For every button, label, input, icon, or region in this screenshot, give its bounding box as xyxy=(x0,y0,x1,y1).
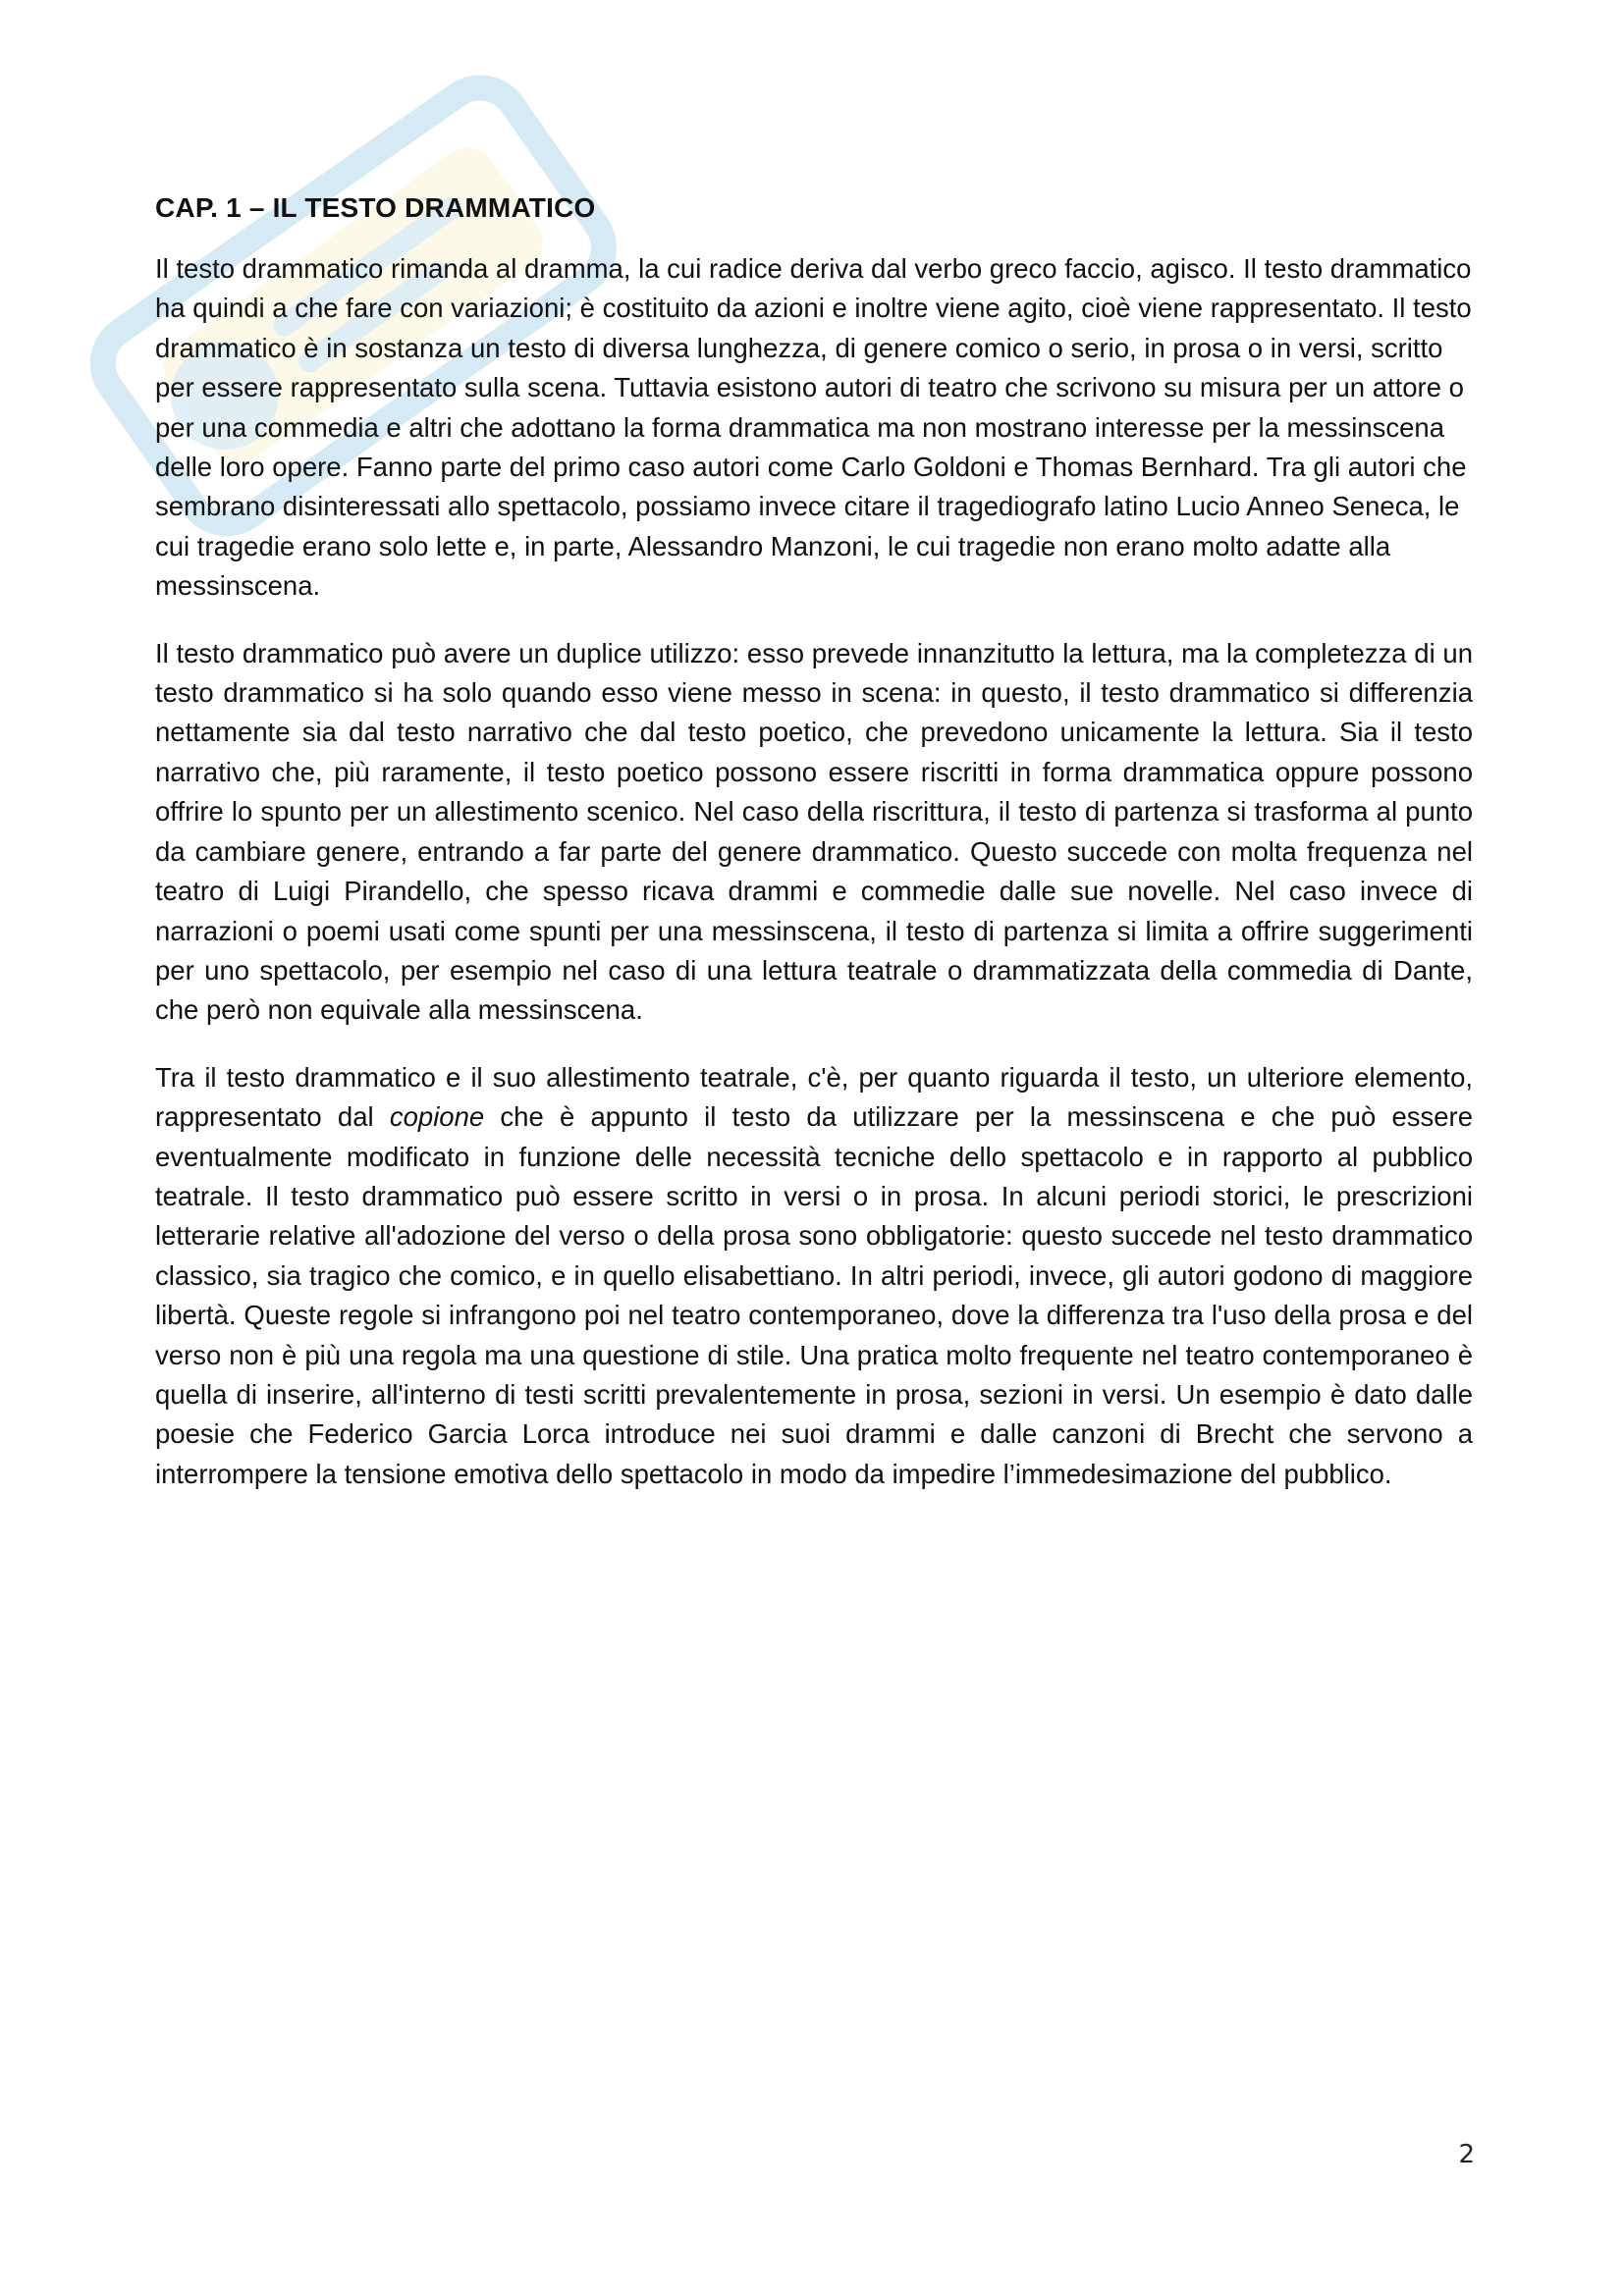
paragraph-3 xyxy=(155,1058,1473,1494)
document-body xyxy=(155,192,1473,1522)
chapter-title: CAP. 1 – IL TESTO DRAMMATICO xyxy=(155,192,596,223)
paragraph-3-text-start: Tra il testo drammatico e il suo allestimento teatrale, c'è, per quanto riguarda il testo, un ulteriore elemento, rappresentato dal xyxy=(155,1061,1473,1133)
paragraph-3-text-end: che è appunto il testo da utilizzare per la messinscena e che può essere eventualmente modificato in funzione delle necessità tecniche dello spettacolo e in rapporto al pubblico teatrale. Il testo drammatico può essere scritto in versi o in prosa. In alcuni periodi storici, le prescrizioni letterarie relative all'adozione del verso o della prosa sono obbligatorie: questo succede nel testo drammatico classico, sia tragico che comico, e in quello elisabettiano. In altri periodi, invece, gli autori godono di maggiore libertà. Queste regole si infrangono poi nel teatro contemporaneo, dove la differenza tra l'uso della prosa e del verso non è più una regola ma una questione di stile. Una pratica molto frequente nel teatro contemporaneo è quella di inserire, all'interno di testi scritti prevalentemente in prosa, sezioni in versi. Un esempio è dato dalle poesie che Federico Garcia Lorca introduce nei suoi drammi e dalle canzoni di Brecht che servono a interrompere la tensione emotiva dello spettacolo in modo da impedire l’immedesimazione del pubblico. xyxy=(155,1101,1473,1489)
page-number: 2 xyxy=(1458,2140,1475,2169)
paragraph-1: Il testo drammatico rimanda al dramma, la cui radice deriva dal verbo greco faccio, agisco. Il testo drammatico ha quindi a che fare con variazioni; è costituito da azioni e inoltre viene agito, cioè viene rappresentato. Il testo drammatico è in sostanza un testo di diversa lunghezza, di genere comico o serio, in prosa o in versi, scritto per essere rappresentato sulla scena. Tuttavia esistono autori di teatro che scrivono su misura per un attore o per una commedia e altri che adottano la forma drammatica ma non mostrano interesse per la messinscena delle loro opere. Fanno parte del primo caso autori come Carlo Goldoni e Thomas Bernhard. Tra gli autori che sembrano disinteressati allo spettacolo, possiamo invece citare il tragediografo latino Lucio Anneo Seneca, le cui tragedie erano solo lette e, in parte, Alessandro Manzoni, le cui tragedie non erano molto adatte alla messinscena. xyxy=(155,253,1472,602)
paragraph-3-italic-term: copione xyxy=(389,1101,485,1133)
paragraph-2: Il testo drammatico può avere un duplice utilizzo: esso prevede innanzitutto la lettura, ma la completezza di un testo drammatico si ha solo quando esso viene messo in scena: in questo, il testo drammatico si differenzia nettamente sia dal testo narrativo che dal testo poetico, che prevedono unicamente la lettura. Sia il testo narrativo che, più raramente, il testo poetico possono essere riscritti in forma drammatica oppure possono offrire lo spunto per un allestimento scenico. Nel caso della riscrittura, il testo di partenza si trasforma al punto da cambiare genere, entrando a far parte del genere drammatico. Questo succede con molta frequenza nel teatro di Luigi Pirandello, che spesso ricava drammi e commedie dalle sue novelle. Nel caso invece di narrazioni o poemi usati come spunti per una messinscena, il testo di partenza si limita a offrire suggerimenti per uno spettacolo, per esempio nel caso di una lettura teatrale o drammatizzata della commedia di Dante, che però non equivale alla messinscena. xyxy=(155,637,1473,1026)
